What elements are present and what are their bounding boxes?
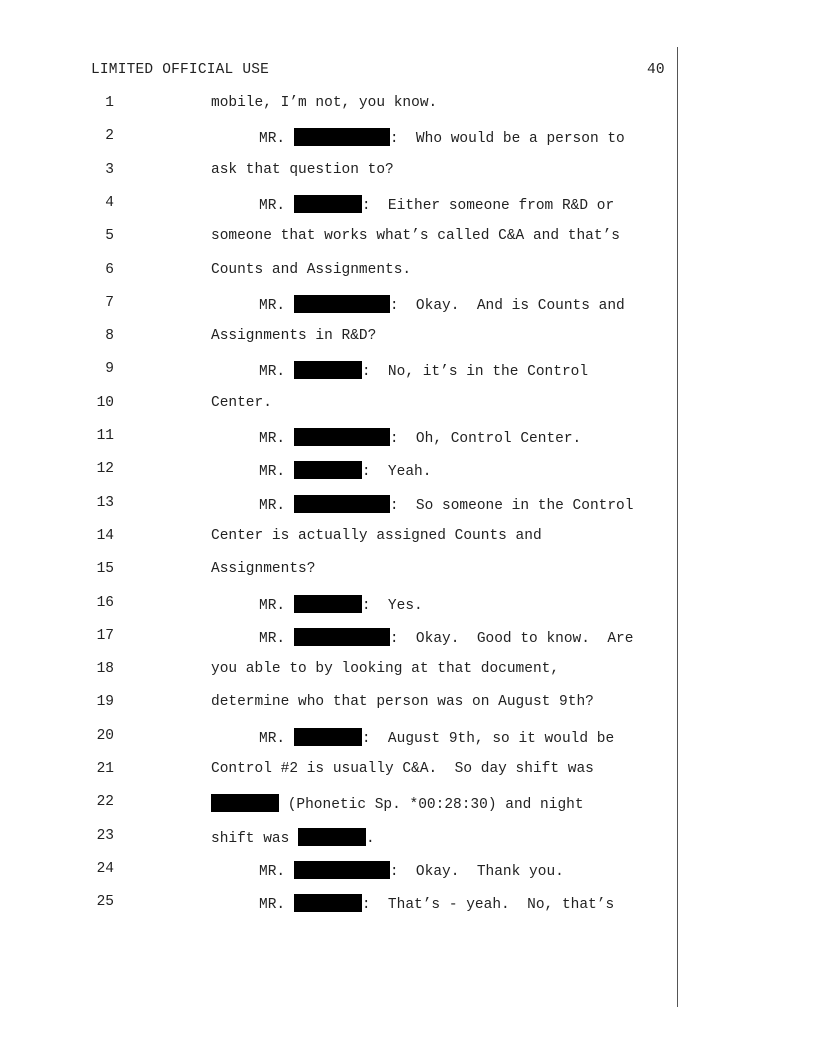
text-segment: : No, it’s in the Control bbox=[361, 364, 589, 381]
line-number: 12 bbox=[96, 461, 114, 478]
redaction-box bbox=[298, 828, 366, 846]
line-text bbox=[211, 528, 542, 544]
text-segment: : Who would be a person to bbox=[389, 131, 625, 148]
line-text bbox=[211, 761, 594, 777]
transcript-line bbox=[0, 328, 816, 350]
transcript-line bbox=[0, 361, 816, 383]
line-number: 2 bbox=[105, 128, 114, 145]
transcript-line bbox=[0, 228, 816, 250]
line-number: 21 bbox=[96, 761, 114, 777]
line-text bbox=[211, 95, 437, 111]
text-segment: you able to by looking at that document, bbox=[211, 661, 560, 678]
text-segment: : Okay. Thank you. bbox=[389, 863, 564, 880]
text-segment: determine who that person was on August 9th? bbox=[211, 694, 594, 711]
redaction-box bbox=[294, 128, 390, 146]
line-number: 19 bbox=[96, 694, 114, 711]
line-number: 23 bbox=[96, 827, 114, 844]
redaction-box bbox=[294, 495, 390, 513]
classification-header: LIMITED OFFICIAL USE bbox=[91, 62, 270, 78]
text-segment: : Okay. Good to know. Are bbox=[389, 630, 634, 647]
line-number: 9 bbox=[105, 361, 114, 378]
redaction-box bbox=[294, 628, 390, 646]
transcript-line bbox=[0, 661, 816, 683]
line-text bbox=[211, 828, 375, 847]
text-segment: ask that question to? bbox=[211, 161, 394, 178]
transcript-line bbox=[0, 595, 816, 617]
line-text bbox=[211, 661, 559, 677]
transcript-line bbox=[0, 561, 816, 583]
text-segment: : Yes. bbox=[361, 597, 423, 614]
transcript-line bbox=[0, 461, 816, 483]
redaction-box bbox=[294, 728, 362, 746]
text-segment: : Okay. And is Counts and bbox=[389, 297, 625, 314]
line-number: 11 bbox=[96, 428, 114, 444]
redaction-box bbox=[211, 794, 279, 812]
line-number: 25 bbox=[96, 894, 114, 911]
line-text bbox=[211, 694, 594, 710]
line-number: 24 bbox=[96, 860, 114, 877]
transcript-line bbox=[0, 428, 816, 450]
transcript-line bbox=[0, 828, 816, 850]
text-segment: Counts and Assignments. bbox=[211, 261, 412, 278]
page-number: 40 bbox=[647, 62, 665, 78]
line-number: 8 bbox=[105, 328, 114, 345]
line-number: 6 bbox=[105, 261, 114, 278]
transcript-line bbox=[0, 195, 816, 217]
text-segment: MR. bbox=[259, 497, 294, 514]
redaction-box bbox=[294, 428, 390, 446]
line-text bbox=[259, 195, 614, 214]
line-number: 15 bbox=[96, 561, 114, 578]
line-number: 20 bbox=[96, 727, 114, 744]
transcript-line bbox=[0, 861, 816, 883]
transcript-line bbox=[0, 628, 816, 650]
line-text bbox=[211, 162, 394, 178]
transcript-line bbox=[0, 395, 816, 417]
text-segment: : So someone in the Control bbox=[389, 497, 634, 514]
text-segment: MR. bbox=[259, 464, 294, 481]
line-text bbox=[211, 328, 376, 344]
text-segment: mobile, I’m not, you know. bbox=[211, 95, 438, 111]
line-text bbox=[259, 495, 633, 514]
text-segment: . bbox=[366, 830, 375, 847]
line-text bbox=[259, 894, 614, 913]
line-text bbox=[211, 395, 272, 411]
text-segment: MR. bbox=[259, 597, 294, 614]
transcript-line bbox=[0, 128, 816, 150]
redaction-box bbox=[294, 894, 362, 912]
line-text bbox=[211, 228, 620, 244]
transcript-line bbox=[0, 262, 816, 284]
line-text bbox=[259, 295, 625, 314]
line-number: 1 bbox=[105, 95, 114, 111]
redaction-box bbox=[294, 861, 390, 879]
text-segment: MR. bbox=[259, 431, 294, 447]
redaction-box bbox=[294, 461, 362, 479]
line-number: 4 bbox=[105, 194, 114, 211]
transcript-line bbox=[0, 528, 816, 550]
transcript-line bbox=[0, 162, 816, 184]
text-segment: MR. bbox=[259, 197, 294, 214]
text-segment: Center. bbox=[211, 394, 272, 411]
text-segment: : Either someone from R&D or bbox=[361, 197, 615, 214]
line-text bbox=[259, 428, 581, 447]
line-number: 13 bbox=[96, 494, 114, 511]
line-text bbox=[259, 128, 625, 147]
text-segment: MR. bbox=[259, 863, 294, 880]
text-segment: : August 9th, so it would be bbox=[361, 730, 615, 747]
line-number: 5 bbox=[105, 228, 114, 245]
redaction-box bbox=[294, 295, 390, 313]
transcript-line bbox=[0, 894, 816, 916]
text-segment: shift was bbox=[211, 830, 299, 847]
line-text bbox=[259, 595, 423, 614]
text-segment: MR. bbox=[259, 630, 294, 647]
line-text bbox=[259, 728, 614, 747]
text-segment: MR. bbox=[259, 297, 294, 314]
line-text bbox=[211, 794, 584, 813]
transcript-line bbox=[0, 295, 816, 317]
line-text bbox=[259, 361, 588, 380]
transcript-line bbox=[0, 728, 816, 750]
redaction-box bbox=[294, 195, 362, 213]
transcript-line bbox=[0, 495, 816, 517]
transcript-line bbox=[0, 694, 816, 716]
text-segment: : Yeah. bbox=[361, 464, 432, 481]
line-number: 17 bbox=[96, 627, 114, 644]
transcript-line bbox=[0, 761, 816, 783]
line-text bbox=[259, 628, 633, 647]
line-number: 3 bbox=[105, 161, 114, 178]
line-number: 16 bbox=[96, 594, 114, 611]
line-number: 7 bbox=[105, 294, 114, 311]
redaction-box bbox=[294, 361, 362, 379]
line-number: 22 bbox=[96, 794, 114, 811]
line-text bbox=[211, 561, 315, 577]
text-segment: (Phonetic Sp. *00:28:30) and night bbox=[279, 797, 584, 814]
text-segment: Control #2 is usually C&A. So day shift was bbox=[211, 761, 594, 777]
text-segment: Assignments? bbox=[211, 561, 316, 578]
transcript-line bbox=[0, 794, 816, 816]
transcript-line bbox=[0, 95, 816, 117]
line-number: 18 bbox=[96, 661, 114, 678]
text-segment: : That’s - yeah. No, that’s bbox=[361, 897, 615, 914]
text-segment: MR. bbox=[259, 730, 294, 747]
line-text bbox=[259, 861, 564, 880]
line-number: 14 bbox=[96, 527, 114, 544]
line-text bbox=[259, 461, 431, 480]
text-segment: Assignments in R&D? bbox=[211, 328, 377, 345]
text-segment: someone that works what’s called C&A and that’s bbox=[211, 228, 620, 245]
line-text bbox=[211, 262, 411, 278]
text-segment: MR. bbox=[259, 131, 294, 148]
line-number: 10 bbox=[96, 394, 114, 411]
text-segment: MR. bbox=[259, 897, 294, 914]
redaction-box bbox=[294, 595, 362, 613]
text-segment: Center is actually assigned Counts and bbox=[211, 527, 542, 544]
text-segment: MR. bbox=[259, 364, 294, 381]
text-segment: : Oh, Control Center. bbox=[389, 431, 582, 447]
